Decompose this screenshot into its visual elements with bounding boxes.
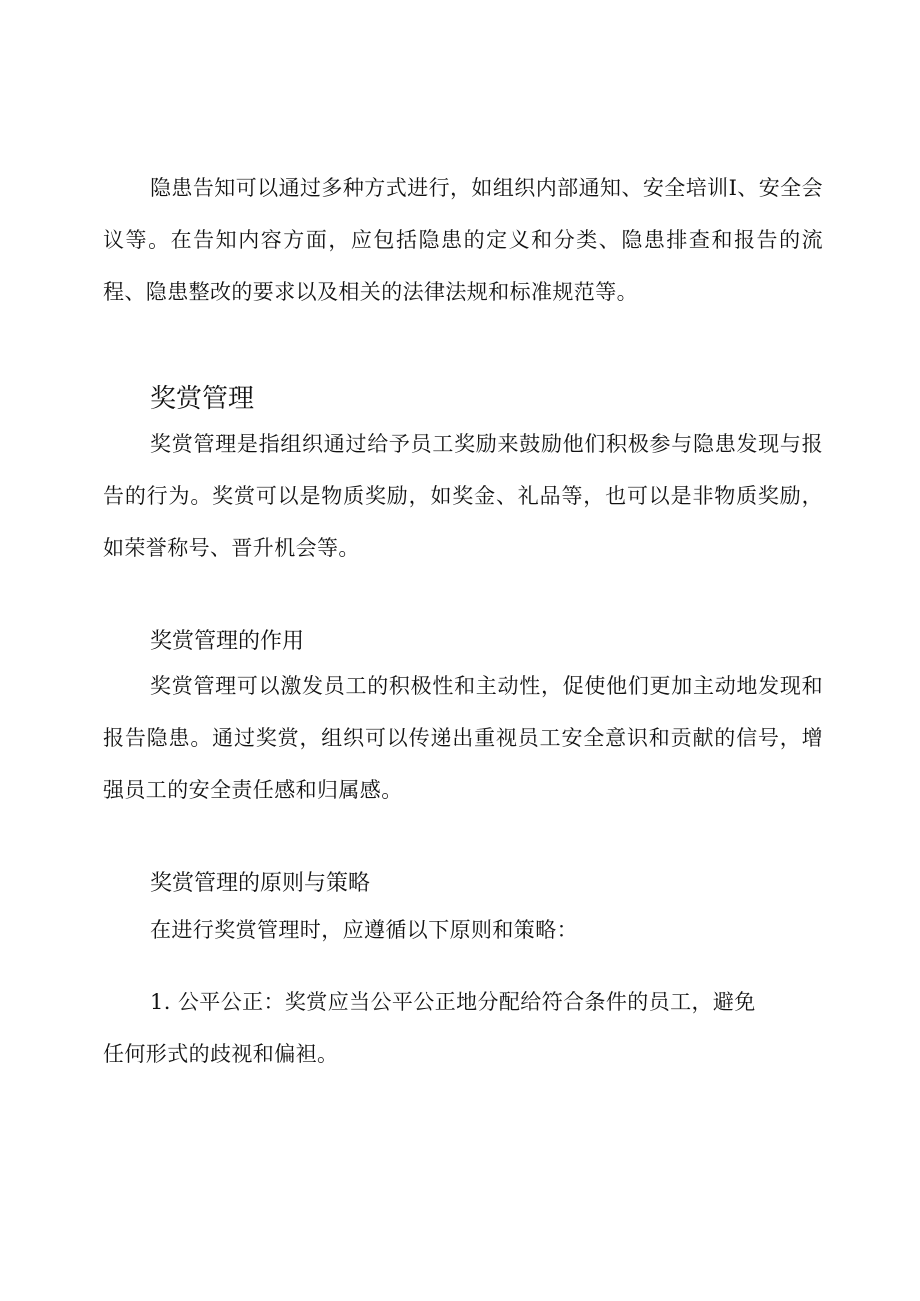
paragraph-notification: 隐患告知可以通过多种方式进行，如组织内部通知、安全培训I、安全会议等。在告知内容方面，应包括隐患的定义和分类、隐患排查和报告的流程、隐患整改的要求以及相关的法律法规和标准规范等。 [103, 176, 823, 304]
heading-reward-role: 奖赏管理的作用 [150, 629, 305, 654]
list-item-fairness: 1. 公平公正：奖赏应当公平公正地分配给符合条件的员工，避免任何形式的歧视和偏袒。 [103, 990, 756, 1066]
paragraph-reward-role: 奖赏管理可以激发员工的积极性和主动性，促使他们更加主动地发现和报告隐患。通过奖赏，组织可以传递出重视员工安全意识和贡献的信号，增强员工的安全责任感和归属感。 [103, 674, 823, 802]
heading-reward-management: 奖赏管理 [150, 384, 255, 414]
heading-reward-principles: 奖赏管理的原则与策略 [150, 871, 371, 896]
paragraph-reward-management: 奖赏管理是指组织通过给予员工奖励来鼓励他们积极参与隐患发现与报告的行为。奖赏可以是物质奖励，如奖金、礼品等，也可以是非物质奖励，如荣誉称号、晋升机会等。 [103, 432, 823, 560]
paragraph-principles-intro: 在进行奖赏管理时，应遵循以下原则和策略： [150, 918, 578, 942]
